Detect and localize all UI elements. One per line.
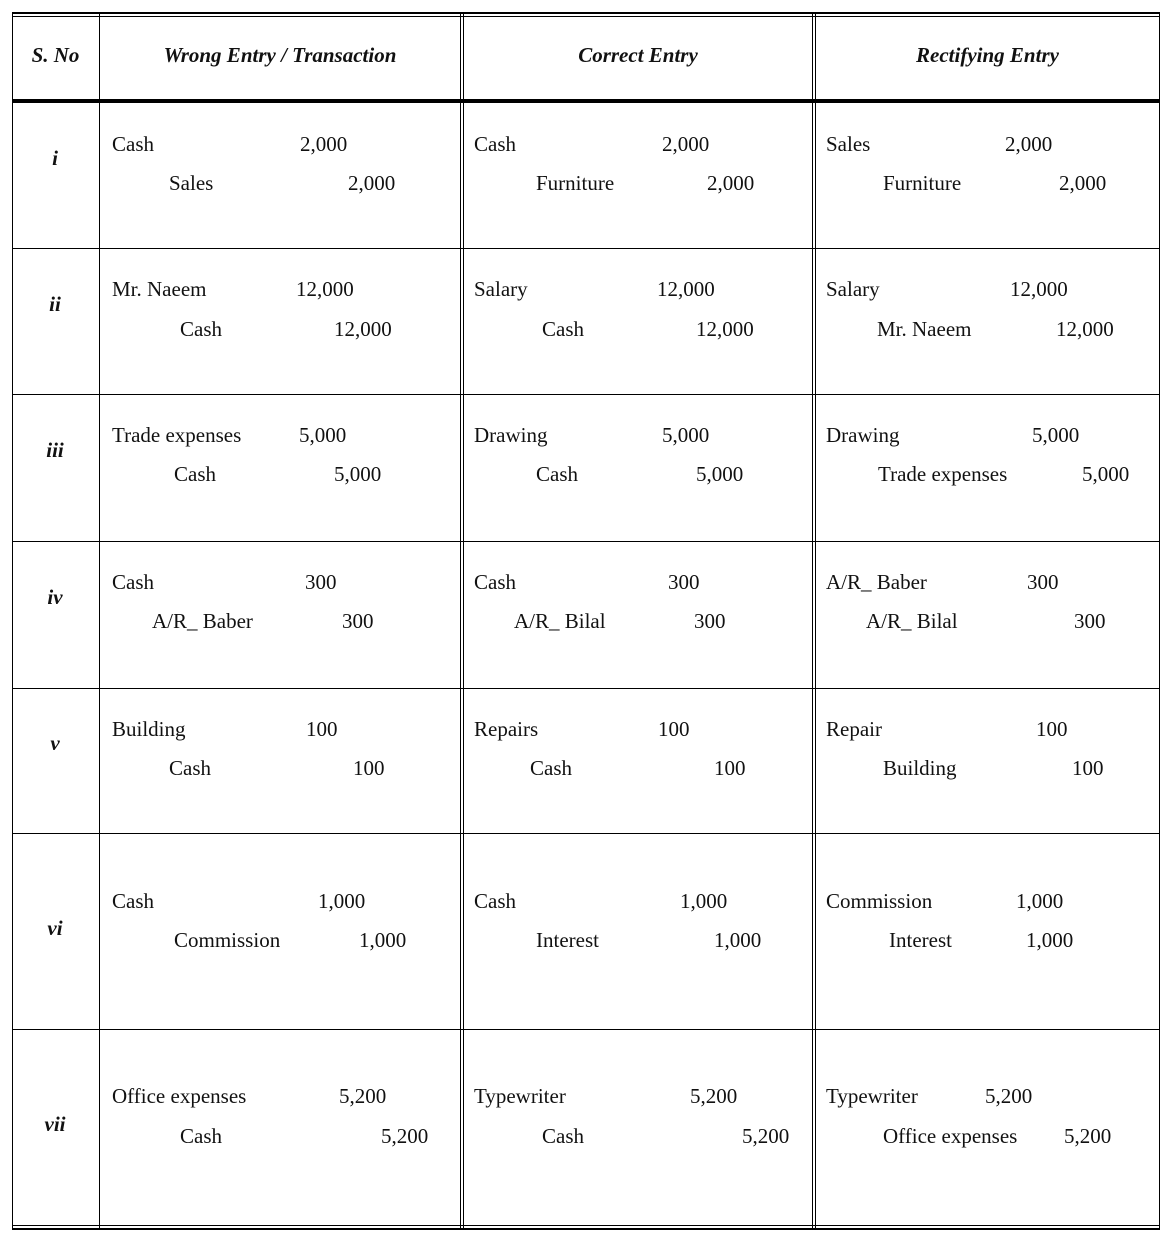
rectify-debit-account: Commission	[826, 889, 933, 913]
correct-debit-amount: 12,000	[657, 277, 715, 301]
wrong-debit-account: Cash	[112, 570, 154, 594]
correct-debit-account: Cash	[474, 132, 516, 156]
rectify-debit-account: Salary	[826, 277, 880, 301]
rectify-credit-account: Furniture	[883, 171, 962, 195]
wrong-debit-account: Mr. Naeem	[112, 277, 207, 301]
wrong-credit-amount: 5,200	[381, 1124, 429, 1148]
correct-credit-account: Cash	[542, 317, 584, 341]
correct-credit-amount: 2,000	[707, 171, 755, 195]
correct-credit-amount: 300	[694, 609, 726, 633]
rectify-debit-amount: 12,000	[1010, 277, 1068, 301]
wrong-credit-amount: 2,000	[348, 171, 396, 195]
row-divider	[12, 833, 1160, 834]
table-bottom-border	[12, 1225, 1160, 1226]
row-number: vi	[47, 916, 63, 940]
wrong-credit-account: Cash	[169, 756, 211, 780]
rectify-credit-account: Interest	[889, 928, 952, 952]
column-divider	[1159, 12, 1160, 1230]
wrong-credit-account: Cash	[180, 317, 222, 341]
correct-debit-account: Cash	[474, 889, 516, 913]
wrong-debit-amount: 5,200	[339, 1084, 387, 1108]
rectify-debit-amount: 5,000	[1032, 423, 1080, 447]
column-divider	[812, 12, 813, 1230]
wrong-debit-amount: 2,000	[300, 132, 348, 156]
correct-credit-amount: 12,000	[696, 317, 754, 341]
wrong-debit-account: Building	[112, 717, 186, 741]
correct-credit-account: Cash	[542, 1124, 584, 1148]
rectify-debit-account: Typewriter	[826, 1084, 918, 1108]
correct-debit-amount: 1,000	[680, 889, 728, 913]
row-divider	[12, 688, 1160, 689]
wrong-credit-account: Sales	[169, 171, 214, 195]
wrong-debit-amount: 12,000	[296, 277, 354, 301]
correct-credit-account: Furniture	[536, 171, 615, 195]
correct-debit-account: Repairs	[474, 717, 539, 741]
wrong-credit-account: A/R_ Baber	[152, 609, 253, 633]
correct-credit-amount: 5,200	[742, 1124, 790, 1148]
wrong-credit-amount: 12,000	[334, 317, 392, 341]
correct-credit-account: Cash	[536, 462, 578, 486]
correct-debit-account: Salary	[474, 277, 528, 301]
correct-debit-amount: 100	[658, 717, 690, 741]
correct-credit-amount: 1,000	[714, 928, 762, 952]
rectify-credit-account: Building	[883, 756, 957, 780]
wrong-credit-amount: 1,000	[359, 928, 407, 952]
rectify-credit-amount: 100	[1072, 756, 1104, 780]
correct-debit-account: Cash	[474, 570, 516, 594]
wrong-debit-amount: 100	[306, 717, 338, 741]
row-number: ii	[49, 292, 61, 316]
row-number: i	[52, 146, 58, 170]
correct-credit-account: Interest	[536, 928, 599, 952]
rectify-debit-account: Repair	[826, 717, 882, 741]
header-divider	[12, 99, 1160, 103]
row-divider	[12, 248, 1160, 249]
rectify-debit-amount: 100	[1036, 717, 1068, 741]
correct-credit-amount: 100	[714, 756, 746, 780]
row-divider	[12, 1029, 1160, 1030]
rectify-credit-amount: 12,000	[1056, 317, 1114, 341]
rectify-credit-amount: 300	[1074, 609, 1106, 633]
column-divider	[460, 12, 461, 1230]
row-number: vii	[44, 1112, 66, 1136]
row-number: iii	[46, 438, 64, 462]
correct-debit-amount: 5,000	[662, 423, 710, 447]
rectify-credit-amount: 1,000	[1026, 928, 1074, 952]
wrong-credit-amount: 5,000	[334, 462, 382, 486]
rectify-debit-amount: 2,000	[1005, 132, 1053, 156]
correct-credit-amount: 5,000	[696, 462, 744, 486]
row-divider	[12, 394, 1160, 395]
row-number: iv	[47, 585, 63, 609]
wrong-debit-amount: 1,000	[318, 889, 366, 913]
wrong-debit-account: Trade expenses	[112, 423, 242, 447]
wrong-debit-amount: 300	[305, 570, 337, 594]
wrong-credit-account: Commission	[174, 928, 281, 952]
row-number: v	[50, 731, 60, 755]
wrong-debit-account: Cash	[112, 132, 154, 156]
correct-debit-amount: 2,000	[662, 132, 710, 156]
wrong-credit-amount: 300	[342, 609, 374, 633]
correct-debit-amount: 5,200	[690, 1084, 738, 1108]
wrong-credit-account: Cash	[174, 462, 216, 486]
rectify-credit-amount: 2,000	[1059, 171, 1107, 195]
column-divider	[463, 12, 464, 1230]
correct-debit-amount: 300	[668, 570, 700, 594]
rectify-debit-amount: 1,000	[1016, 889, 1064, 913]
correct-credit-account: Cash	[530, 756, 572, 780]
rectify-credit-amount: 5,200	[1064, 1124, 1112, 1148]
header-correct-entry: Correct Entry	[578, 42, 698, 67]
header-wrong-entry: Wrong Entry / Transaction	[163, 42, 397, 67]
wrong-credit-amount: 100	[353, 756, 385, 780]
correct-debit-account: Typewriter	[474, 1084, 566, 1108]
row-divider	[12, 541, 1160, 542]
rectify-credit-account: Trade expenses	[878, 462, 1008, 486]
wrong-debit-amount: 5,000	[299, 423, 347, 447]
rectify-debit-amount: 5,200	[985, 1084, 1033, 1108]
rectify-debit-account: Sales	[826, 132, 871, 156]
rectify-credit-account: Office expenses	[883, 1124, 1018, 1148]
rectify-debit-amount: 300	[1027, 570, 1059, 594]
wrong-debit-account: Office expenses	[112, 1084, 247, 1108]
correct-debit-account: Drawing	[474, 423, 548, 447]
header-rectifying-entry: Rectifying Entry	[916, 42, 1059, 67]
column-divider	[815, 12, 816, 1230]
rectify-credit-account: A/R_ Bilal	[866, 609, 958, 633]
header-sno: S. No	[31, 42, 80, 67]
rectify-credit-account: Mr. Naeem	[877, 317, 972, 341]
wrong-credit-account: Cash	[180, 1124, 222, 1148]
rectification-table	[12, 12, 1160, 1230]
column-divider	[12, 12, 13, 1230]
table-bottom-border-outer	[12, 1228, 1160, 1230]
correct-credit-account: A/R_ Bilal	[514, 609, 606, 633]
column-divider	[99, 12, 100, 1230]
rectify-debit-account: A/R_ Baber	[826, 570, 927, 594]
wrong-debit-account: Cash	[112, 889, 154, 913]
rectify-debit-account: Drawing	[826, 423, 900, 447]
rectify-credit-amount: 5,000	[1082, 462, 1130, 486]
